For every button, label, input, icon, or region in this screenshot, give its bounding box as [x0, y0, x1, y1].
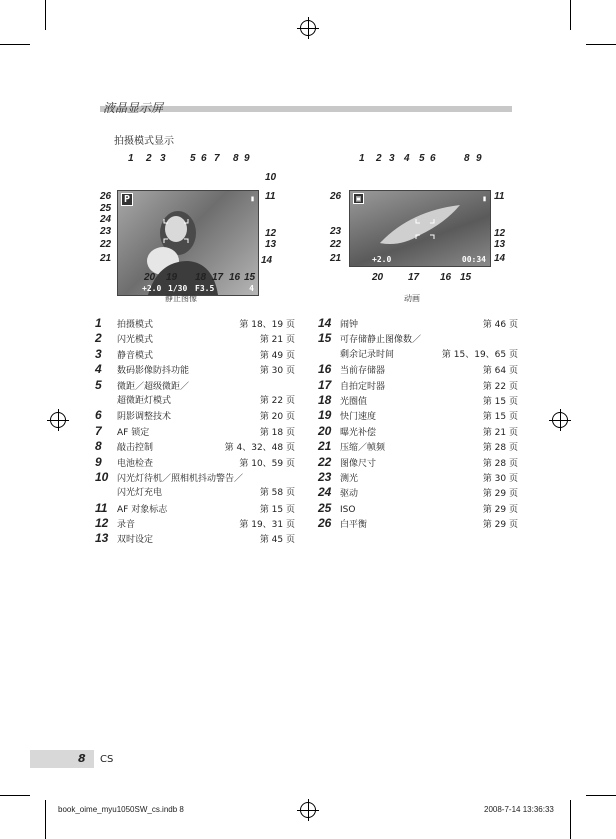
callout-number: 14 — [494, 253, 506, 264]
item-number: 15 — [318, 331, 332, 346]
item-text: 闪光灯充电 — [117, 488, 163, 499]
item-text: 驱动 — [340, 489, 359, 500]
callout-number: 23 — [330, 226, 342, 237]
crop-mark — [0, 795, 30, 796]
list-item — [318, 408, 518, 423]
list-item — [95, 393, 295, 408]
item-text: 自拍定时器 — [340, 381, 386, 392]
callout-number: 1 — [359, 153, 365, 164]
battery-icon: ▮ — [482, 194, 487, 203]
item-text: 电池检查 — [117, 458, 154, 469]
callout-number: 17 — [212, 272, 224, 283]
item-number: 17 — [318, 377, 332, 392]
list-item — [95, 531, 295, 546]
item-number: 13 — [95, 531, 109, 546]
item-number: 7 — [95, 423, 102, 438]
section-title: 液晶显示屏 — [103, 101, 164, 115]
list-item — [95, 439, 295, 454]
item-page: 第 22 页 — [259, 395, 295, 406]
list-item — [318, 455, 518, 470]
item-text: 数码影像防抖功能 — [117, 366, 190, 377]
item-number: 22 — [318, 454, 332, 469]
callout-number: 8 — [233, 153, 239, 164]
callout-number: 3 — [160, 153, 166, 164]
callout-number: 7 — [214, 153, 220, 164]
item-text: 微距／超级微距／ — [117, 381, 190, 392]
item-page: 第 46 页 — [482, 320, 518, 330]
item-number: 3 — [95, 346, 102, 361]
item-number: 11 — [95, 500, 108, 515]
item-page: 第 64 页 — [482, 366, 518, 377]
callout-number: 13 — [265, 239, 277, 250]
callout-number: 22 — [330, 239, 342, 250]
item-number: 1 — [95, 316, 102, 330]
list-item — [95, 485, 295, 500]
item-page: 第 29 页 — [482, 489, 518, 500]
callout-number: 6 — [201, 153, 207, 164]
item-page: 第 15 页 — [482, 396, 518, 407]
item-page: 第 45 页 — [259, 535, 295, 546]
item-number: 5 — [95, 377, 102, 392]
item-page: 第 4、32、48 页 — [224, 443, 295, 454]
callout-number: 17 — [408, 272, 420, 283]
crop-mark — [586, 795, 616, 796]
callout-number: 9 — [476, 153, 482, 164]
item-page: 第 18、19 页 — [239, 320, 295, 330]
item-text: 光圈值 — [340, 396, 368, 407]
item-number: 24 — [318, 485, 332, 500]
list-item — [318, 316, 518, 331]
item-page: 第 58 页 — [259, 488, 295, 499]
callout-number: 12 — [494, 228, 506, 239]
still-caption: 静止图像 — [165, 294, 197, 303]
callout-number: 2 — [376, 153, 382, 164]
callout-number: 18 — [195, 272, 207, 283]
callout-number: 6 — [430, 153, 436, 164]
callout-number: 25 — [100, 203, 112, 214]
item-text: 闹钟 — [340, 320, 359, 330]
item-text: ISO — [340, 504, 356, 515]
item-number: 21 — [318, 439, 332, 454]
item-text: 闪光灯待机／照相机抖动警告／ — [117, 473, 244, 484]
list-item — [318, 439, 518, 454]
callout-number: 22 — [100, 239, 112, 250]
callout-number: 4 — [404, 153, 410, 164]
callout-number: 15 — [460, 272, 472, 283]
subtitle: 拍摄模式显示 — [114, 136, 174, 147]
item-number: 6 — [95, 408, 102, 423]
item-text: AF 锁定 — [117, 427, 150, 438]
footer-date: 2008-7-14 13:36:33 — [484, 805, 554, 814]
list-item — [95, 347, 295, 362]
list-item — [95, 501, 295, 516]
item-page: 第 15、19、65 页 — [441, 349, 518, 360]
item-number: 16 — [318, 362, 332, 377]
list-item — [95, 378, 295, 393]
crop-mark — [570, 0, 571, 30]
item-text: 图像尺寸 — [340, 458, 377, 469]
item-number: 18 — [318, 392, 332, 407]
callout-number: 16 — [229, 272, 241, 283]
item-number: 8 — [95, 439, 102, 454]
footer-file: book_oime_myu1050SW_cs.indb 8 — [58, 805, 184, 814]
item-page: 第 29 页 — [482, 520, 518, 531]
callout-number: 16 — [440, 272, 452, 283]
item-number: 9 — [95, 454, 102, 469]
item-text: 双时设定 — [117, 535, 154, 546]
list-item — [95, 470, 295, 485]
list-item — [318, 393, 518, 408]
callout-number: 3 — [389, 153, 395, 164]
item-text: 拍摄模式 — [117, 320, 154, 330]
list-item — [95, 408, 295, 423]
shutter-speed: 1/30 — [168, 284, 188, 293]
item-number: 23 — [318, 469, 332, 484]
page-number: 8 — [78, 752, 86, 765]
movie-mode-icon: ▣ — [353, 193, 364, 204]
item-text: 当前存储器 — [340, 366, 386, 377]
callout-number: 2 — [146, 153, 152, 164]
crop-mark — [570, 800, 571, 839]
item-number: 12 — [95, 516, 109, 531]
item-text: 敲击控制 — [117, 443, 154, 454]
registration-mark — [300, 802, 316, 818]
item-text: 白平衡 — [340, 520, 368, 531]
crop-mark — [45, 0, 46, 30]
callout-number: 26 — [330, 191, 342, 202]
item-page: 第 15 页 — [482, 412, 518, 423]
list-item — [318, 501, 518, 516]
item-page: 第 21 页 — [259, 335, 295, 346]
item-number: 2 — [95, 331, 102, 346]
callout-number: 21 — [100, 253, 112, 264]
list-item — [95, 424, 295, 439]
item-text: 曝光补偿 — [340, 427, 377, 438]
list-item — [95, 331, 295, 346]
list-item — [318, 378, 518, 393]
item-text: 快门速度 — [340, 412, 377, 423]
item-page: 第 10、59 页 — [239, 458, 295, 469]
crop-mark — [0, 44, 30, 45]
item-text: 闪光模式 — [117, 335, 154, 346]
item-page: 第 29 页 — [482, 504, 518, 515]
item-page: 第 15 页 — [259, 504, 295, 515]
callout-number: 11 — [494, 191, 505, 202]
movie-caption: 动画 — [404, 294, 420, 303]
callout-number: 9 — [244, 153, 250, 164]
callout-number: 20 — [372, 272, 384, 283]
crop-mark — [45, 800, 46, 839]
callout-number: 14 — [261, 255, 273, 266]
list-item — [318, 347, 518, 362]
callout-number: 15 — [244, 272, 256, 283]
item-page: 第 20 页 — [259, 412, 295, 423]
list-item — [318, 485, 518, 500]
item-page: 第 28 页 — [482, 443, 518, 454]
item-number: 10 — [95, 469, 109, 484]
item-number: 26 — [318, 516, 332, 531]
legend-list-right — [318, 316, 518, 531]
callout-number: 1 — [128, 153, 134, 164]
registration-mark — [300, 20, 316, 36]
callout-number: 11 — [265, 191, 276, 202]
registration-mark — [552, 412, 568, 428]
callout-number: 19 — [166, 272, 178, 283]
item-text: 压缩／帧频 — [340, 443, 386, 454]
list-item — [95, 362, 295, 377]
item-number: 25 — [318, 500, 332, 515]
item-text: 测光 — [340, 473, 359, 484]
page-language: CS — [100, 754, 114, 765]
battery-icon: ▮ — [250, 194, 255, 203]
item-number: 19 — [318, 408, 332, 423]
list-item — [318, 331, 518, 346]
item-text: 阴影调整技术 — [117, 412, 172, 423]
item-page: 第 19、31 页 — [239, 520, 295, 531]
aperture-value: F3.5 — [195, 284, 215, 293]
callout-number: 10 — [265, 172, 277, 183]
item-text: 剩余记录时间 — [340, 349, 395, 360]
item-page: 第 22 页 — [482, 381, 518, 392]
item-page: 第 18 页 — [259, 427, 295, 438]
shooting-mode-icon: P — [121, 193, 133, 206]
callout-number: 5 — [190, 153, 196, 164]
crop-mark — [586, 44, 616, 45]
callout-number: 26 — [100, 191, 112, 202]
callout-number: 21 — [330, 253, 342, 264]
list-item — [95, 516, 295, 531]
item-page: 第 30 页 — [259, 366, 295, 377]
list-item — [318, 470, 518, 485]
remaining-time: 00:34 — [461, 255, 486, 264]
callout-number: 12 — [265, 228, 277, 239]
image-count: 4 — [249, 284, 254, 293]
movie-exposure-value: +2.0 — [372, 255, 392, 264]
item-text: 超微距灯模式 — [117, 395, 172, 406]
callout-number: 5 — [419, 153, 425, 164]
item-text: 录音 — [117, 520, 136, 531]
legend-list-left — [95, 316, 295, 547]
callout-number: 24 — [100, 214, 112, 225]
item-page: 第 21 页 — [482, 427, 518, 438]
exposure-value: +2.0 — [142, 284, 162, 293]
item-page: 第 49 页 — [259, 350, 295, 361]
list-item — [318, 362, 518, 377]
registration-mark — [50, 412, 66, 428]
list-item — [318, 516, 518, 531]
list-item — [318, 424, 518, 439]
item-text: AF 对象标志 — [117, 504, 168, 515]
movie-screen — [349, 190, 491, 267]
item-text: 可存储静止图像数／ — [340, 335, 422, 346]
list-item — [95, 316, 295, 331]
callout-number: 20 — [144, 272, 156, 283]
list-item — [95, 455, 295, 470]
callout-number: 13 — [494, 239, 506, 250]
callout-number: 23 — [100, 226, 112, 237]
item-number: 4 — [95, 362, 102, 377]
callout-number: 8 — [464, 153, 470, 164]
item-number: 14 — [318, 316, 332, 330]
item-page: 第 28 页 — [482, 458, 518, 469]
item-page: 第 30 页 — [482, 473, 518, 484]
item-text: 静音模式 — [117, 350, 154, 361]
item-number: 20 — [318, 423, 332, 438]
